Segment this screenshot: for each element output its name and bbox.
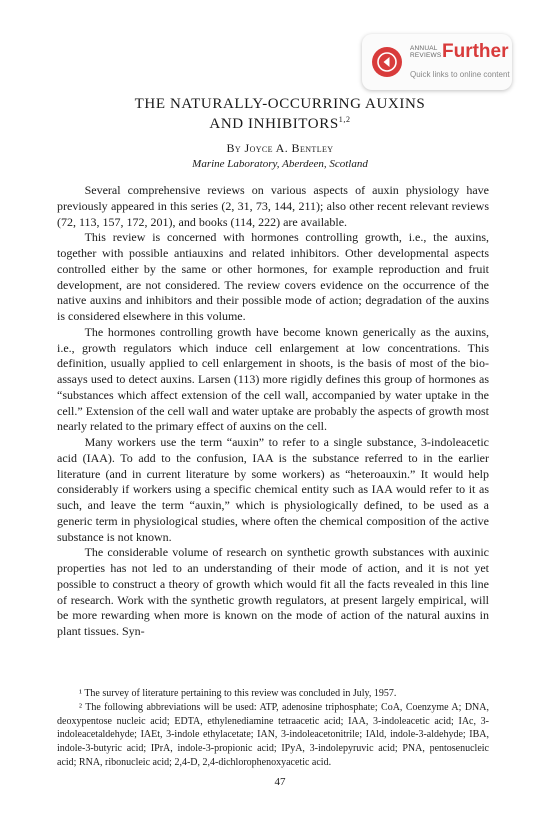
badge-further-text: Further [442, 41, 509, 62]
annual-reviews-further-badge[interactable] [362, 34, 512, 90]
footnote: ² The following abbreviations will be used: ATP, adenosine triphosphate; CoA, Coenzyme A; DNA, deoxypentose nucleic acid; EDTA, ethylenediamine tetraacetic acid; IAA, 3-indoleacetic acid; IAc, 3-indoleacetaldehyde; IAEt, 3-indole ethylacetate; IAN, 3-indoleacetonitrile; IAld, indole-3-aldehyde; IBA, indole-3-butyric acid; IPrA, indole-3-propionic acid; IPyA, 3-indolepyruvic acid; PNA, pentosenucleic acid; RNA, ribonucleic acid; 2,4-D, 2,4-dichlorophenoxyacetic acid. [57, 701, 489, 768]
page-number: 47 [274, 776, 286, 788]
badge-tagline: Quick links to online content [410, 70, 510, 79]
body-paragraph: Several comprehensive reviews on various aspects of auxin physiology have previously appeared in this series (2, 31, 73, 144, 211); also other recent relevant reviews (72, 113, 157, 172, 201), and books (114, 222) are available. [57, 183, 489, 229]
body-paragraph: The hormones controlling growth have become known generically as the auxins, i.e., growth regulators which induce cell enlargement at low concentrations. This definition, usually applied to cell enlargement in shoots, is the basis of most of the bio-assays used to detect auxins. Larsen (113) more rigidly defines this group of hormones as “substances which affect extension of the cell wall, accompanied by water uptake in the cell.” Extension of the cell wall and water uptake are probably the aspects of growth most nearly related to the primary effect of auxins on the cell. [57, 324, 489, 434]
article-title-line2 [0, 114, 560, 134]
article-title-line2-text: AND INHIBITORS [209, 116, 339, 132]
badge-annual-text: ANNUAL [410, 45, 438, 52]
body-paragraph: This review is concerned with hormones controlling growth, i.e., the auxins, together with possible antiauxins and related inhibitors. Other developmental aspects controlled either by the same or other hormones, for example reproduction and fruit development, are not considered. The review covers evidence on the occurrence of the native auxins and inhibitors and their possible mode of action; degradation of the auxins is considered elsewhere in this volume. [57, 230, 489, 323]
badge-annual-reviews [410, 45, 441, 59]
footnotes [57, 687, 489, 770]
footnote: ¹ The survey of literature pertaining to this review was concluded in July, 1957. [79, 688, 397, 699]
article-title-line1: THE NATURALLY-OCCURRING AUXINS [134, 96, 426, 112]
body-paragraph: The considerable volume of research on synthetic growth substances with auxinic properties has not led to an understanding of their mode of action, and it is not yet possible to construct a theory of growth which would fit all the facts revealed in this line of research. Work with the synthetic growth regulators, at present largely empirical, will be more rewarding when more is known on the mode of action of the natural auxins in plant tissues. Syn- [57, 545, 489, 638]
article-author: By Joyce A. Bentley [226, 141, 334, 155]
badge-reviews-text: REVIEWS [410, 52, 442, 59]
title-footnote-marks: 1,2 [338, 115, 351, 124]
article-body [57, 183, 489, 640]
further-logo-icon [372, 47, 402, 77]
body-paragraph: Many workers use the term “auxin” to refer to a single substance, 3-indoleacetic acid (IAA). To add to the confusion, IAA is the substance referred to in the earlier literature (and in current literature by some workers) as “heteroauxin.” It would help considerably if workers using a specific chemical entity such as IAA would refer to it as such, and leave the term “auxin,” which is physiologically defined, to be used as a generic term in physiological studies, where often the chemical composition of the active substance is not known. [57, 435, 489, 544]
article-affiliation: Marine Laboratory, Aberdeen, Scotland [192, 158, 368, 170]
